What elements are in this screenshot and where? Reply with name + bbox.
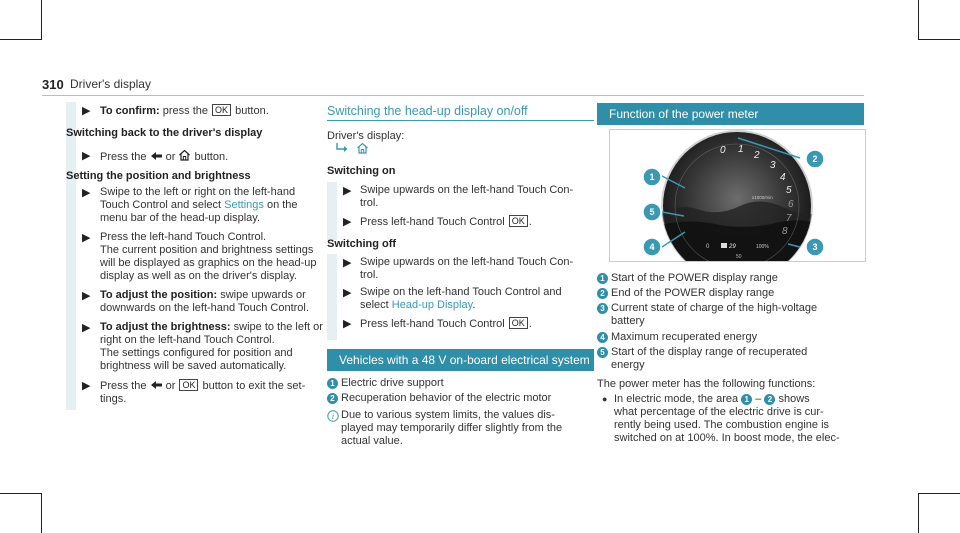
back-arrow-icon (150, 380, 163, 390)
callout-2-icon: 2 (327, 393, 338, 404)
numbered-item: 1 Electric drive support (327, 377, 597, 390)
step-arrow-icon: ▶ (82, 232, 91, 244)
step-select-hud: Swipe on the left-hand Touch Control and select Head-up Display. (360, 286, 562, 311)
step-adjust-brightness: To adjust the brightness: swipe to the left or right on the left-hand Touch Control. The settings configured for position and brightness will be saved automatically. (100, 321, 323, 372)
step-bar (327, 182, 337, 240)
battery-icon (721, 243, 727, 248)
callout-4-icon: 4 (597, 332, 608, 343)
home-icon (178, 149, 191, 161)
step-arrow-icon: ▶ (343, 318, 352, 330)
step-arrow-icon: ▶ (343, 287, 352, 299)
callout-3-icon: 3 (597, 303, 608, 314)
rpm-label: x1000/min (752, 195, 773, 200)
callout-5: 5 (649, 207, 655, 217)
dial-number: 8 (782, 226, 788, 237)
callout-1-icon: 1 (741, 394, 752, 405)
step-bar (327, 254, 337, 340)
home-icon (356, 142, 369, 154)
heading-switching-off: Switching off (327, 238, 397, 250)
step-press-touch-control: Press the left-hand Touch Control. The current position and brightness settings will be displayed as graphics on the head-up display as well as on the driver's display. (100, 231, 317, 282)
numbered-item: 2 Recuperation behavior of the electric motor (327, 392, 597, 405)
step-arrow-icon: ▶ (82, 322, 91, 334)
dial-number: 3 (770, 160, 776, 171)
dial-number: 1 (738, 144, 744, 155)
step-confirm: To confirm: press the OK button. (100, 105, 269, 117)
crop-mark (0, 493, 42, 494)
page-number: 310 (42, 77, 64, 92)
step-arrow-icon: ▶ (82, 290, 91, 302)
ok-key-icon: OK (212, 104, 231, 116)
dial-number: 5 (786, 185, 792, 196)
banner-power-meter: Function of the power meter (597, 103, 864, 125)
crop-mark (41, 0, 42, 40)
bottom-value: 50 (736, 254, 742, 260)
step-arrow-icon: ▶ (343, 185, 352, 197)
svg-text:i: i (331, 412, 335, 421)
section-rule (327, 120, 594, 121)
step-arrow-icon: ▶ (82, 105, 91, 117)
dial-number: 4 (780, 172, 786, 183)
banner-48v: Vehicles with a 48 V on-board electrical system (327, 349, 594, 371)
heading-switch-back: Switching back to the driver's display (66, 127, 263, 139)
power-meter-illustration (610, 130, 865, 261)
crop-mark (41, 493, 42, 533)
ok-key-icon: OK (179, 379, 198, 391)
callout-1-icon: 1 (597, 273, 608, 284)
dial-number: 0 (720, 145, 726, 156)
callout-1: 1 (649, 172, 655, 182)
step-swipe-up-on: Swipe upwards on the left-hand Touch Con- trol. (360, 184, 574, 209)
step-press-control-off: Press left-hand Touch Control OK . (360, 318, 532, 330)
callout-1-icon: 1 (327, 378, 338, 389)
legend-item-1: 1 Start of the POWER display range (597, 272, 867, 285)
callout-2-icon: 2 (764, 394, 775, 405)
step-swipe-up-off: Swipe upwards on the left-hand Touch Con- trol. (360, 256, 574, 281)
step-press-back-home: Press the or button. (100, 151, 229, 163)
legend-item-4: 4 Maximum recuperated energy (597, 331, 867, 344)
bullet-dot-icon: ● (602, 394, 608, 404)
path-indicator (335, 142, 369, 157)
drivers-display-label: Driver's display: (327, 130, 405, 142)
step-swipe-settings: Swipe to the left or right on the left-hand Touch Control and select Settings on the menu bar of the head-up display. (100, 186, 298, 224)
info-note: Due to various system limits, the values dis- played may temporarily differ slightly from the actual value. (341, 409, 563, 447)
callout-2-icon: 2 (597, 288, 608, 299)
step-adjust-position: To adjust the position: swipe upwards or downwards on the left-hand Touch Control. (100, 289, 309, 314)
step-arrow-icon: ▶ (82, 187, 91, 199)
callout-4: 4 (649, 242, 655, 252)
crop-mark (918, 39, 960, 40)
settings-link[interactable]: Settings (224, 199, 264, 211)
callout-2: 2 (812, 154, 818, 164)
legend-item-5: 5 Start of the display range of recuperated energy (597, 346, 867, 372)
range-value: 29 (729, 244, 736, 250)
path-arrow-icon (335, 142, 349, 154)
dial-number: 6 (788, 199, 794, 210)
step-press-control-on: Press left-hand Touch Control OK . (360, 216, 532, 228)
step-arrow-icon: ▶ (82, 380, 91, 392)
legend-item-3: 3 Current state of charge of the high-voltage battery (597, 302, 867, 328)
ok-key-icon: OK (509, 317, 528, 329)
step-arrow-icon: ▶ (343, 257, 352, 269)
step-exit-settings: Press the or OK button to exit the set- tings. (100, 380, 306, 405)
head-up-display-link[interactable]: Head-up Display (391, 299, 473, 311)
heading-switching-on: Switching on (327, 165, 396, 177)
callout-3: 3 (812, 242, 818, 252)
page-title: Driver's display (70, 77, 151, 91)
step-arrow-icon: ▶ (343, 216, 352, 228)
crop-mark (918, 493, 919, 533)
crop-mark (918, 0, 919, 40)
step-arrow-icon: ▶ (82, 150, 91, 162)
header-divider (42, 95, 864, 96)
info-icon (327, 409, 339, 427)
power-meter-figure (609, 129, 866, 262)
step-bar (66, 102, 76, 410)
callout-5-icon: 5 (597, 347, 608, 358)
function-bullet: In electric mode, the area 1 – 2 shows what percentage of the electric drive is cur- rently being used. The combustion engine is switched on at 100%. In boost mode, the elec- (614, 393, 840, 444)
ok-key-icon: OK (509, 215, 528, 227)
dial-number: 2 (754, 150, 760, 161)
section-title-hud: Switching the head-up display on/off (327, 104, 528, 118)
percent-value: 100% (756, 244, 769, 250)
functions-paragraph: The power meter has the following functions: (597, 378, 816, 390)
zero-label: 0 (706, 244, 710, 250)
legend-item-2: 2 End of the POWER display range (597, 287, 867, 300)
heading-position-brightness: Setting the position and brightness (66, 170, 251, 182)
dial-number: 7 (786, 213, 792, 224)
back-arrow-icon (150, 151, 163, 161)
crop-mark (0, 39, 42, 40)
crop-mark (918, 493, 960, 494)
